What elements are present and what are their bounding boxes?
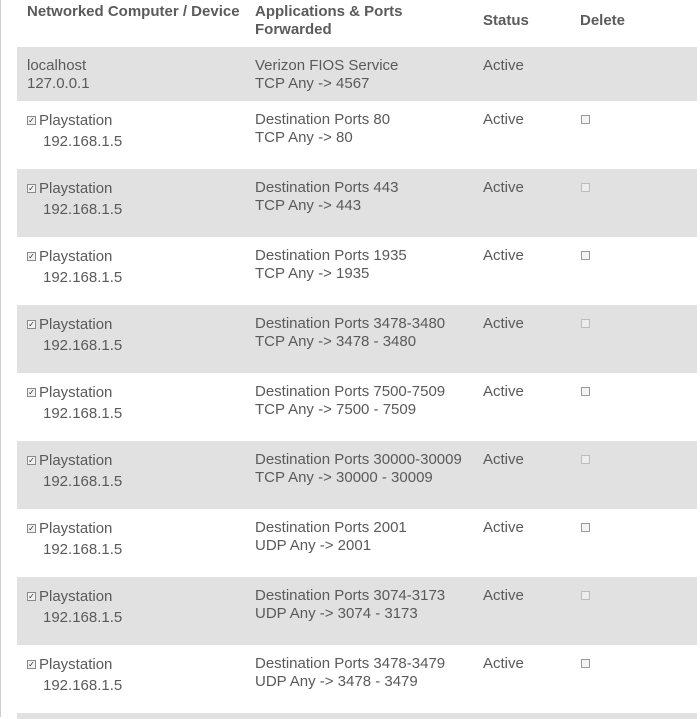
device-ip: 192.168.1.5 [43,609,123,626]
device-ip: 192.168.1.5 [43,269,123,286]
device-enable-checkbox[interactable]: ✓ [28,320,35,329]
table-row [17,169,697,237]
device-enable-checkbox[interactable]: ✓ [28,592,35,601]
status-text: Active [483,111,524,128]
device-name: Playstation [39,588,113,605]
forwarding-rows [17,101,697,713]
table-row [17,101,697,169]
device-enable-checkbox[interactable]: ✓ [28,388,35,397]
app-rule: UDP Any -> 2001 [255,537,372,554]
device-ip: 192.168.1.5 [43,677,123,694]
app-title: Destination Ports 30000-30009 [255,451,462,468]
status-text: Active [483,247,524,264]
status-text: Active [483,451,524,468]
delete-checkbox[interactable] [581,455,590,464]
delete-checkbox[interactable] [581,319,590,328]
table-row [17,441,697,509]
device-name: Playstation [39,180,113,197]
app-rule: TCP Any -> 30000 - 30009 [255,469,433,486]
app-title: Destination Ports 443 [255,179,399,196]
app-rule: TCP Any -> 4567 [255,75,370,92]
device-name: Playstation [39,452,113,469]
device-enable-checkbox[interactable]: ✓ [28,116,35,125]
device-name: Playstation [39,384,113,401]
delete-checkbox[interactable] [581,115,590,124]
status-text: Active [483,179,524,196]
app-title: Destination Ports 3074-3173 [255,587,446,604]
table-row-localhost [17,47,697,101]
app-title: Destination Ports 7500-7509 [255,383,446,400]
app-rule: UDP Any -> 3074 - 3173 [255,605,418,622]
app-rule: UDP Any -> 3478 - 3479 [255,673,418,690]
device-name: Playstation [39,112,113,129]
status-text: Active [483,587,524,604]
app-title: Destination Ports 80 [255,111,391,128]
delete-checkbox[interactable] [581,523,590,532]
delete-checkbox[interactable] [581,591,590,600]
table-row [17,645,697,713]
device-name: Playstation [39,316,113,333]
device-ip: 127.0.0.1 [27,75,90,92]
delete-checkbox[interactable] [581,251,590,260]
device-enable-checkbox[interactable]: ✓ [28,456,35,465]
status-text: Active [483,383,524,400]
app-rule: TCP Any -> 80 [255,129,353,146]
app-title: Verizon FIOS Service [255,57,399,74]
app-title: Destination Ports 3478-3479 [255,655,446,672]
status-text: Active [483,315,524,332]
app-rule: TCP Any -> 3478 - 3480 [255,333,417,350]
table-row [17,305,697,373]
delete-checkbox[interactable] [581,659,590,668]
app-rule: TCP Any -> 7500 - 7509 [255,401,417,418]
device-name: Playstation [39,520,113,537]
device-name: Playstation [39,248,113,265]
device-name: Playstation [39,656,113,673]
device-ip: 192.168.1.5 [43,473,123,490]
status-text: Active [483,519,524,536]
table-header [17,0,697,47]
column-header-apps: Applications & Ports Forwarded [255,3,403,38]
port-forwarding-table [17,0,697,719]
column-header-delete: Delete [580,12,626,29]
device-ip: 192.168.1.5 [43,337,123,354]
delete-checkbox[interactable] [581,183,590,192]
column-header-device: Networked Computer / Device [27,3,240,20]
delete-checkbox[interactable] [581,387,590,396]
device-enable-checkbox[interactable]: ✓ [28,524,35,533]
status-text: Active [483,57,524,74]
column-header-status: Status [483,12,529,29]
table-row [17,577,697,645]
app-title: Destination Ports 1935 [255,247,407,264]
table-bottom-strip [17,713,697,719]
table-row [17,509,697,577]
device-ip: 192.168.1.5 [43,541,123,558]
device-enable-checkbox[interactable]: ✓ [28,184,35,193]
app-rule: TCP Any -> 1935 [255,265,370,282]
device-enable-checkbox[interactable]: ✓ [28,660,35,669]
device-enable-checkbox[interactable]: ✓ [28,252,35,261]
app-rule: TCP Any -> 443 [255,197,362,214]
device-ip: 192.168.1.5 [43,405,123,422]
device-name: localhost [27,57,87,74]
app-title: Destination Ports 2001 [255,519,407,536]
table-row [17,373,697,441]
status-text: Active [483,655,524,672]
device-ip: 192.168.1.5 [43,201,123,218]
table-row [17,237,697,305]
device-ip: 192.168.1.5 [43,133,123,150]
app-title: Destination Ports 3478-3480 [255,315,446,332]
